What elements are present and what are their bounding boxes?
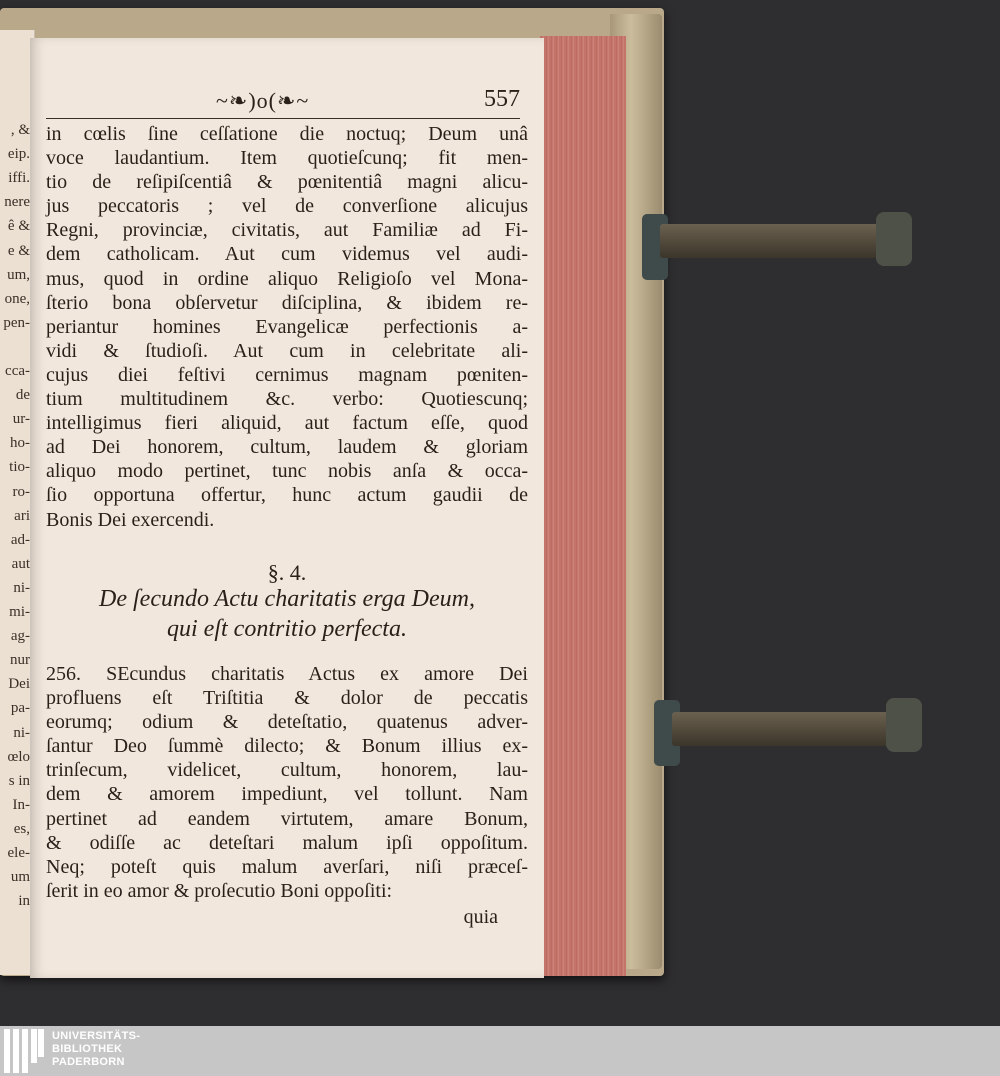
text-line: tio de reſipiſcentiâ & pœnitentiâ magni alicu- — [46, 171, 528, 194]
previous-page-fragment: œlo — [7, 748, 30, 765]
text-line: ſerit in eo amor & proſecutio Boni oppoſiti: — [46, 879, 393, 902]
page-header — [46, 86, 526, 120]
text-line: in cœlis ſine ceſſatione die noctuq; Deum unâ — [46, 123, 528, 145]
text-line: ad Dei honorem, cultum, laudem & gloriam — [46, 436, 528, 459]
text-line: trinſecum, videlicet, cultum, honorem, lau- — [46, 759, 528, 782]
text-line: cujus diei feſtivi cernimus magnam pœniten- — [46, 363, 528, 386]
text-line: periantur homines Evangelicæ perfectionis a- — [46, 315, 528, 338]
text-line: Regni, provinciæ, civitatis, aut Familiæ ad Fi- — [46, 219, 528, 242]
text-line: pertinet ad eandem virtutem, amare Bonum, — [46, 807, 528, 830]
previous-page-fragment: ad- — [10, 531, 30, 548]
previous-page-fragment: Dei — [8, 676, 30, 693]
library-name-line-3: PADERBORN — [52, 1056, 125, 1068]
previous-page-fragment: iffi. — [8, 170, 30, 187]
previous-page-fragment: e & — [7, 242, 30, 259]
text-line: tium multitudinem &c. verbo: Quotiescunq; — [46, 388, 528, 411]
lower-clasp — [672, 712, 900, 746]
section-heading-line-1: De ſecundo Actu charitatis erga Deum, — [99, 586, 475, 612]
previous-page-fragment: ur- — [12, 411, 30, 428]
previous-page-fragment: mi- — [9, 604, 30, 620]
text-line: profluens eſt Triſtitia & dolor de peccatis — [46, 687, 528, 710]
text-line: Neq; poteſt quis malum averſari, niſi præceſ- — [46, 855, 528, 878]
library-name-line-1: UNIVERSITÄTS- — [52, 1030, 141, 1042]
previous-page-fragment: nere — [4, 194, 30, 211]
previous-page-fragment: pa- — [10, 700, 30, 717]
library-name — [52, 1030, 140, 1069]
paragraph-2 — [46, 662, 528, 903]
previous-page-fragment: um, — [7, 266, 30, 283]
text-line: 256. SEcundus charitatis Actus ex amore Dei — [46, 663, 528, 685]
text-line: jus peccatoris ; vel de converſione alicujus — [46, 195, 528, 218]
upper-clasp — [660, 224, 890, 258]
upper-clasp-end — [876, 212, 912, 266]
text-line: vidi & ſtudioſi. Aut cum in celebritate ali- — [46, 339, 528, 362]
previous-page-fragment: es, — [13, 820, 30, 837]
page-fore-edge — [540, 36, 626, 976]
previous-page-fragment: s in — [8, 772, 30, 789]
text-line: mus, quod in ordine aliquo Religioſo vel Mona- — [46, 267, 528, 290]
library-logo-icon — [4, 1029, 44, 1073]
previous-page-fragment: ni- — [13, 724, 30, 741]
previous-page-fragment: eip. — [7, 146, 30, 163]
text-line: intelligimus fieri aliquid, aut factum eſſe, quod — [46, 412, 528, 435]
previous-page-fragment: one, — [4, 290, 30, 307]
previous-page-fragment: in — [18, 893, 30, 910]
text-line: ſio opportuna offertur, hunc actum gaudii de — [46, 484, 528, 507]
previous-page-fragment: aut — [11, 555, 30, 572]
catchword: quia — [463, 906, 498, 928]
text-line: eorumq; odium & deteſtatio, quatenus adver- — [46, 711, 528, 734]
previous-page-fragment: ari — [14, 507, 30, 524]
text-line: voce laudantium. Item quotieſcunq; fit men- — [46, 147, 528, 170]
page-number: 557 — [484, 86, 520, 112]
text-line: & odiſſe ac deteſtari malum ipſi oppoſitum. — [46, 831, 528, 854]
text-line: ſantur Deo ſummè dilecto; & Bonum illius ex- — [46, 735, 528, 758]
section-number: §. 4. — [267, 560, 307, 585]
previous-page-fragment: ele- — [7, 845, 30, 861]
library-footer — [0, 1026, 1000, 1076]
header-rule — [46, 118, 520, 119]
header-ornament: ~❧)o(❧~ — [216, 88, 310, 113]
previous-page-fragment: ro- — [12, 483, 30, 500]
text-line: Bonis Dei exercendi. — [46, 508, 215, 531]
previous-page-fragment: tio- — [9, 459, 30, 476]
library-name-line-2: BIBLIOTHEK — [52, 1043, 123, 1055]
text-line: ſterio bona obſervetur diſciplina, & ibidem re- — [46, 291, 528, 314]
previous-page-fragment: , & — [10, 122, 30, 138]
previous-page-fragment: nur — [10, 652, 30, 669]
previous-page-fragment: ag- — [10, 628, 30, 645]
lower-clasp-end — [886, 698, 922, 752]
previous-page-fragment: In- — [12, 796, 30, 813]
paragraph-1 — [46, 122, 528, 532]
previous-page-fragment: ho- — [10, 435, 30, 452]
text-line: aliquo modo pertinet, tunc nobis anſa & occa- — [46, 460, 528, 483]
previous-page-fragment: pen- — [3, 314, 30, 331]
previous-page-fragment: um — [10, 869, 30, 886]
previous-page-fragment: ni- — [13, 579, 30, 596]
previous-page-fragment: cca- — [5, 363, 30, 379]
previous-page-fragment: ê & — [7, 218, 30, 235]
section-heading-line-2: qui eſt contritio perfecta. — [167, 616, 407, 642]
text-line: dem & amorem impediunt, vel tollunt. Nam — [46, 783, 528, 806]
previous-page-fragment: de — [15, 387, 30, 404]
text-line: dem catholicam. Aut cum videmus vel audi- — [46, 243, 528, 266]
